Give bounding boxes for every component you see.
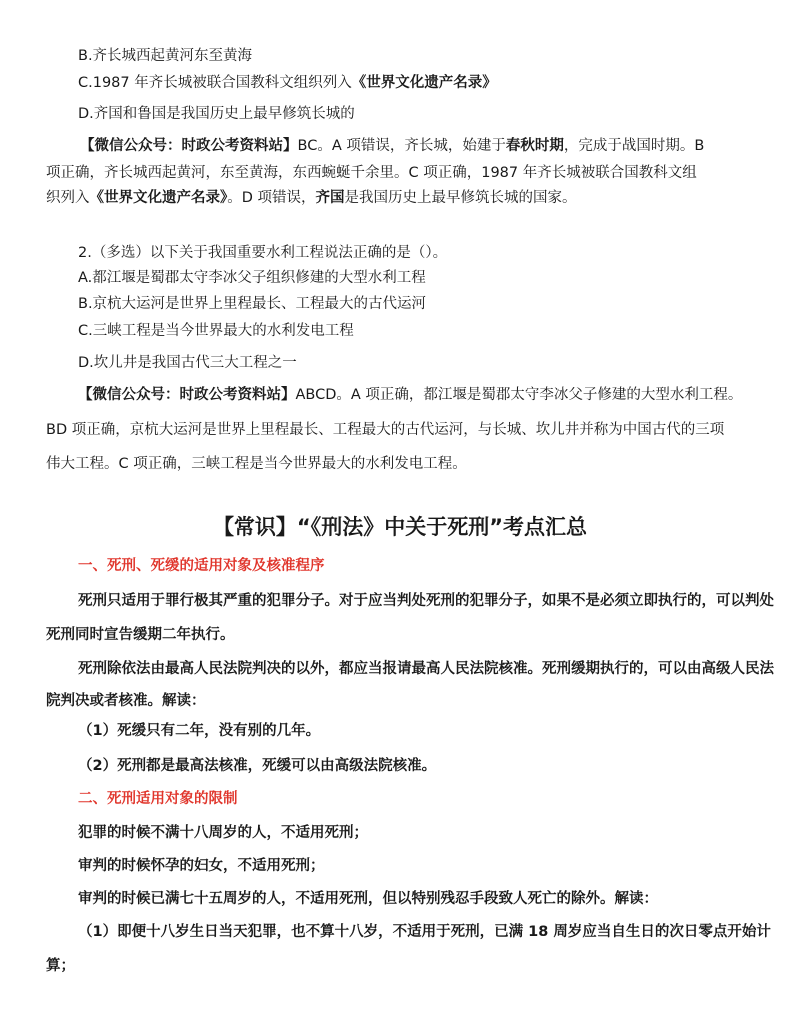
section-heading-2: 二、死刑适用对象的限制	[78, 791, 238, 807]
q1-option-b: B.齐长城西起黄河东至黄海	[78, 48, 253, 64]
q1-option-c-text: C.1987 年齐长城被联合国教科文组织列入	[78, 75, 352, 91]
q2-question: 2.（多选）以下关于我国重要水利工程说法正确的是（）。	[78, 245, 448, 261]
q2-answer-tag: 【微信公众号：时政公考资料站】	[78, 387, 296, 403]
section-1-paragraph-2-line-2: 院判决或者核准。解读：	[46, 693, 206, 709]
q2-option-b: B.京杭大运河是世界上里程最长、工程最大的古代运河	[78, 296, 427, 312]
section-heading-1: 一、死刑、死缓的适用对象及核准程序	[78, 558, 325, 574]
q2-option-c: C.三峡工程是当今世界最大的水利发电工程	[78, 323, 354, 339]
section-title: 【常识】“《刑法》中关于死刑”考点汇总	[212, 515, 588, 539]
q1-answer-text: 织列入	[46, 190, 90, 206]
q1-answer-bold: 《世界文化遗产名录》	[89, 190, 228, 206]
section-1-paragraph-1-line-1: 死刑只适用于罪行极其严重的犯罪分子。对于应当判处死刑的犯罪分子，如果不是必须立即执行的，可以判处	[78, 593, 774, 609]
q1-answer-text: BC。A 项错误，齐长城，始建于	[297, 138, 506, 154]
q1-option-d: D.齐国和鲁国是我国历史上最早修筑长城的	[78, 106, 355, 122]
q2-option-d: D.坎儿井是我国古代三大工程之一	[78, 355, 297, 371]
section-2-rule-3: 审判的时候已满七十五周岁的人，不适用死刑，但以特别残忍手段致人死亡的除外。解读：	[78, 891, 658, 907]
section-1-note-2: （2）死刑都是最高法核准，死缓可以由高级法院核准。	[78, 758, 437, 774]
q1-answer-line-1	[80, 136, 704, 156]
q1-answer-bold: 春秋时期	[505, 138, 564, 154]
q1-option-c	[78, 73, 497, 93]
q1-answer-line-2: 项正确，齐长城西起黄河，东至黄海，东西蜿蜒千余里。C 项正确，1987 年齐长城被联合国教科文组	[46, 165, 697, 181]
section-2-note-1-line-1: （1）即便十八岁生日当天犯罪，也不算十八岁，不适用于死刑，已满 18 周岁应当自生日的次日零点开始计	[78, 924, 771, 940]
q2-answer-text: ABCD。A 项正确，都江堰是蜀郡太守李冰父子修建的大型水利工程。	[295, 387, 743, 403]
q1-answer-bold: 齐国	[315, 190, 345, 206]
q2-answer-line-2: BD 项正确，京杭大运河是世界上里程最长、工程最大的古代运河，与长城、坎儿井并称为中国古代的三项	[46, 422, 725, 438]
q1-answer-tag: 【微信公众号：时政公考资料站】	[80, 138, 298, 154]
q1-answer-text: 是我国历史上最早修筑长城的国家。	[344, 190, 577, 206]
section-2-rule-1: 犯罪的时候不满十八周岁的人，不适用死刑；	[78, 825, 368, 841]
section-1-paragraph-2-line-1: 死刑除依法由最高人民法院判决的以外，都应当报请最高人民法院核准。死刑缓期执行的，可以由高级人民法	[78, 661, 774, 677]
section-2-rule-2: 审判的时候怀孕的妇女，不适用死刑；	[78, 858, 325, 874]
q1-option-c-bold: 《世界文化遗产名录》	[351, 75, 497, 91]
q2-answer-line-1	[78, 385, 742, 405]
section-1-note-1: （1）死缓只有二年，没有别的几年。	[78, 723, 321, 739]
q1-answer-text: ，完成于战国时期。B	[563, 138, 705, 154]
q2-option-a: A.都江堰是蜀郡太守李冰父子组织修建的大型水利工程	[78, 270, 426, 286]
q2-answer-line-3: 伟大工程。C 项正确，三峡工程是当今世界最大的水利发电工程。	[46, 456, 467, 472]
q1-answer-text: 。D 项错误，	[227, 190, 316, 206]
q1-answer-line-3	[46, 188, 577, 208]
section-2-note-1-line-2: 算；	[46, 958, 75, 974]
section-1-paragraph-1-line-2: 死刑同时宣告缓期二年执行。	[46, 627, 235, 643]
